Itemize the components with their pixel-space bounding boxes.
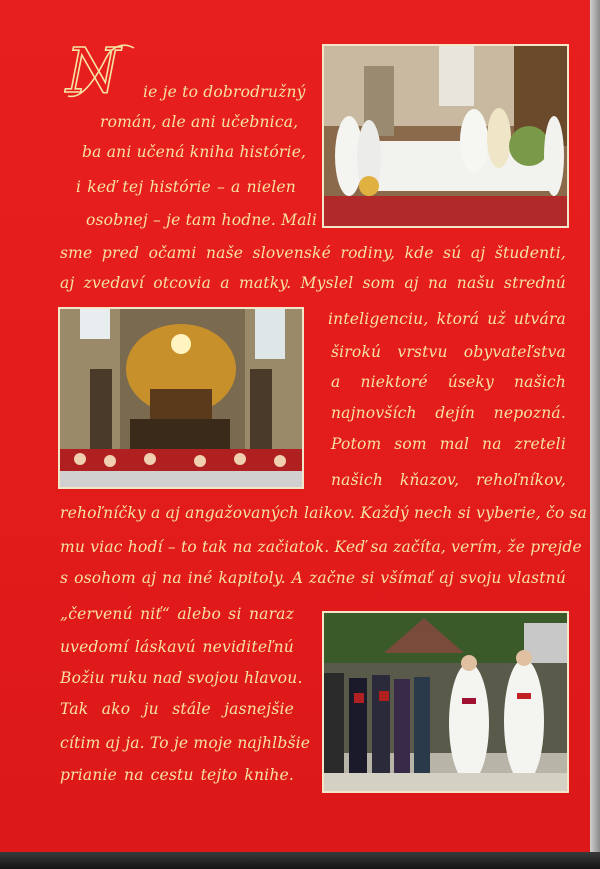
text-line: aj zvedaví otcovia a matky. Myslel som aj na našu strednú — [60, 274, 566, 292]
text-line: cítim aj ja. To je moje najhlbšie — [60, 734, 311, 752]
decorative-initial-n — [62, 38, 140, 104]
text-line: „červenú niť“ alebo si naraz — [60, 605, 294, 623]
text-line: Potom som mal na zreteli — [331, 435, 566, 453]
text-line: rehoľníčky a aj angažovaných laikov. Každý nech si vyberie, čo sa — [60, 504, 588, 522]
text-line: s osohom aj na iné kapitoly. A začne si všímať aj svoju vlastnú — [60, 569, 566, 587]
text-line: ba ani učená kniha histórie, — [82, 143, 307, 161]
text-line: a niektoré úseky našich — [331, 373, 566, 391]
text-line: Božiu ruku nad svojou hlavou. — [60, 669, 303, 687]
text-line: ie je to dobrodružný — [143, 83, 306, 101]
text-line: sme pred očami naše slovenské rodiny, kde sú aj študenti, — [60, 244, 566, 262]
svg-text:N: N — [66, 38, 121, 104]
text-line: našich kňazov, rehoľníkov, — [331, 471, 566, 489]
photo-church-mass — [322, 44, 569, 228]
scan-border — [0, 852, 600, 869]
text-line: uvedomí láskavú neviditeľnú — [60, 638, 294, 656]
text-line: Tak ako ju stále jasnejšie — [60, 700, 294, 718]
text-line: najnovších dejín nepozná. — [331, 404, 566, 422]
text-line: osobnej – je tam hodne. Mali — [86, 211, 317, 229]
photo-basilica-interior — [58, 307, 304, 489]
photo-outdoor-gathering — [322, 611, 569, 793]
page-edge — [590, 0, 600, 869]
text-line: širokú vrstvu obyvateľstva — [331, 343, 566, 361]
text-line: prianie na cestu tejto knihe. — [60, 766, 294, 784]
text-line: inteligenciu, ktorá už utvára — [328, 310, 566, 328]
text-line: mu viac hodí – to tak na začiatok. Keď sa začíta, verím, že prejde — [60, 538, 582, 556]
text-line: román, ale ani učebnica, — [100, 113, 299, 131]
text-line: i keď tej histórie – a nielen — [76, 178, 296, 196]
